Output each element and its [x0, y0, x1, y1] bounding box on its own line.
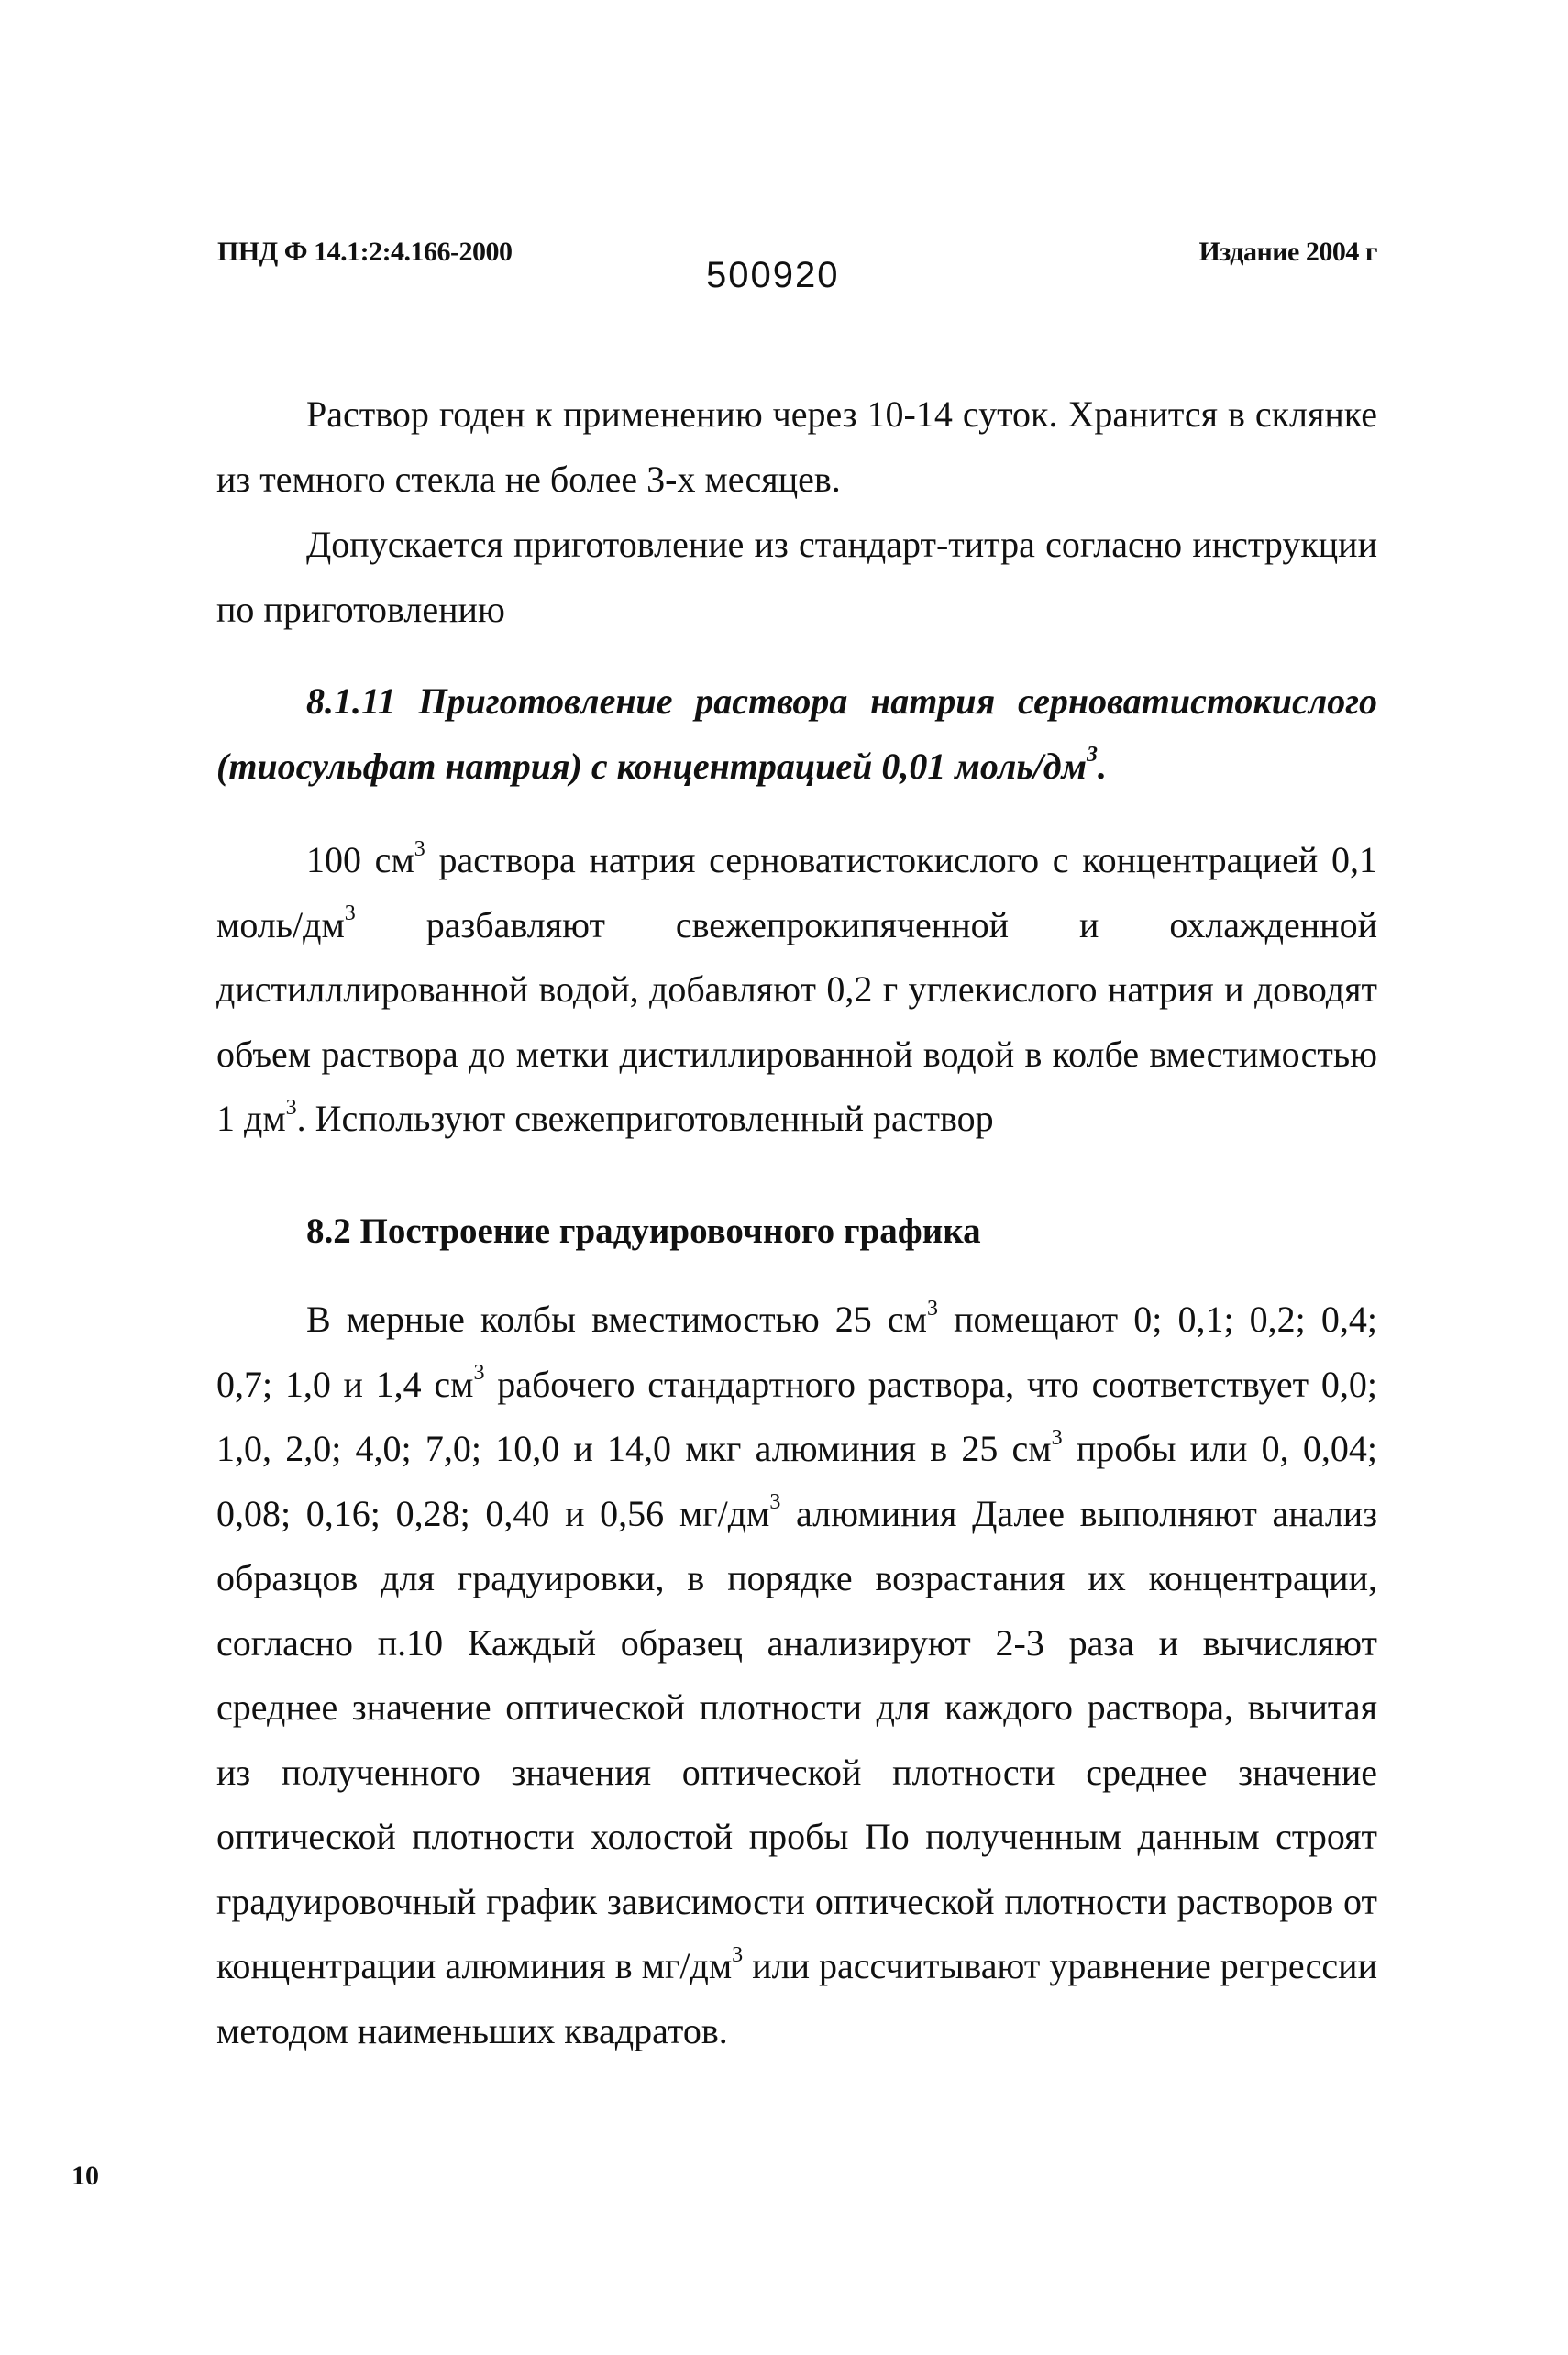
stamp-number: 500920 — [706, 255, 840, 295]
paragraph-calibration: В мерные колбы вместимостью 25 $см^3$ помещают 0; 0,1; 0,2; 0,4; 0,7; 1,0 и 1,4 $см^3$ рабочего стандартного раствора, что соответствует 0,0; 1,0, 2,0; 4,0; 7,0; 10,0 и 14,0 мкг алюминия в 25 $см^3$ пробы или 0, 0,04; 0,08; 0,16; 0,28; 0,40 и 0,56 $мг/дм^3$ алюминия Далее выполняют анализ образцов для градуировки, в порядке возрастания их концентрации, согласно п.10 Каждый образец анализируют 2-3 раза и вычисляют среднее значение оптической плотности для каждого раствора, вычитая из полученного значения оптической плотности среднее значение оптической плотности холостой пробы По полученным данным строят градуировочный график зависимости оптической плотности растворов от концентрации алюминия в $мг/дм^3$ или рассчитывают уравнение регрессии методом наименьших квадратов. — [216, 1296, 1378, 2051]
document-code: ПНД Ф 14.1:2:4.166-2000 — [217, 237, 513, 267]
section-heading-8-2: 8.2 Построение градуировочного графика — [306, 1211, 981, 1251]
paragraph-storage: Раствор годен к применению через 10-14 суток. Хранится в склянке из темного стекла не более 3-х месяцев. — [216, 393, 1377, 500]
subsection-heading-8-1-11: 8.1.11 Приготовление раствора натрия серноватистокислого (тиосульфат натрия) с концентрацией 0,01 моль/$дм^3$. — [216, 680, 1377, 787]
paragraph-standard-titer: Допускается приготовление из стандарт-титра согласно инструкции по приготовлению — [216, 524, 1377, 630]
edition-label: Издание 2004 г — [1198, 237, 1377, 267]
page-number: 10 — [72, 2161, 99, 2191]
page-body — [216, 382, 1377, 2063]
paragraph-thiosulfate-prep: 100 $см^3$ раствора натрия серноватистокислого с концентрацией 0,1 моль/$дм^3$ разбавляют свежепрокипяченной и охлажденной дистилллированной водой, добавляют 0,2 г углекислого натрия и доводят объем раствора до метки дистиллированной водой в колбе вместимостью 1 $дм^3$. Используют свежеприготовленный раствор — [216, 836, 1377, 1139]
